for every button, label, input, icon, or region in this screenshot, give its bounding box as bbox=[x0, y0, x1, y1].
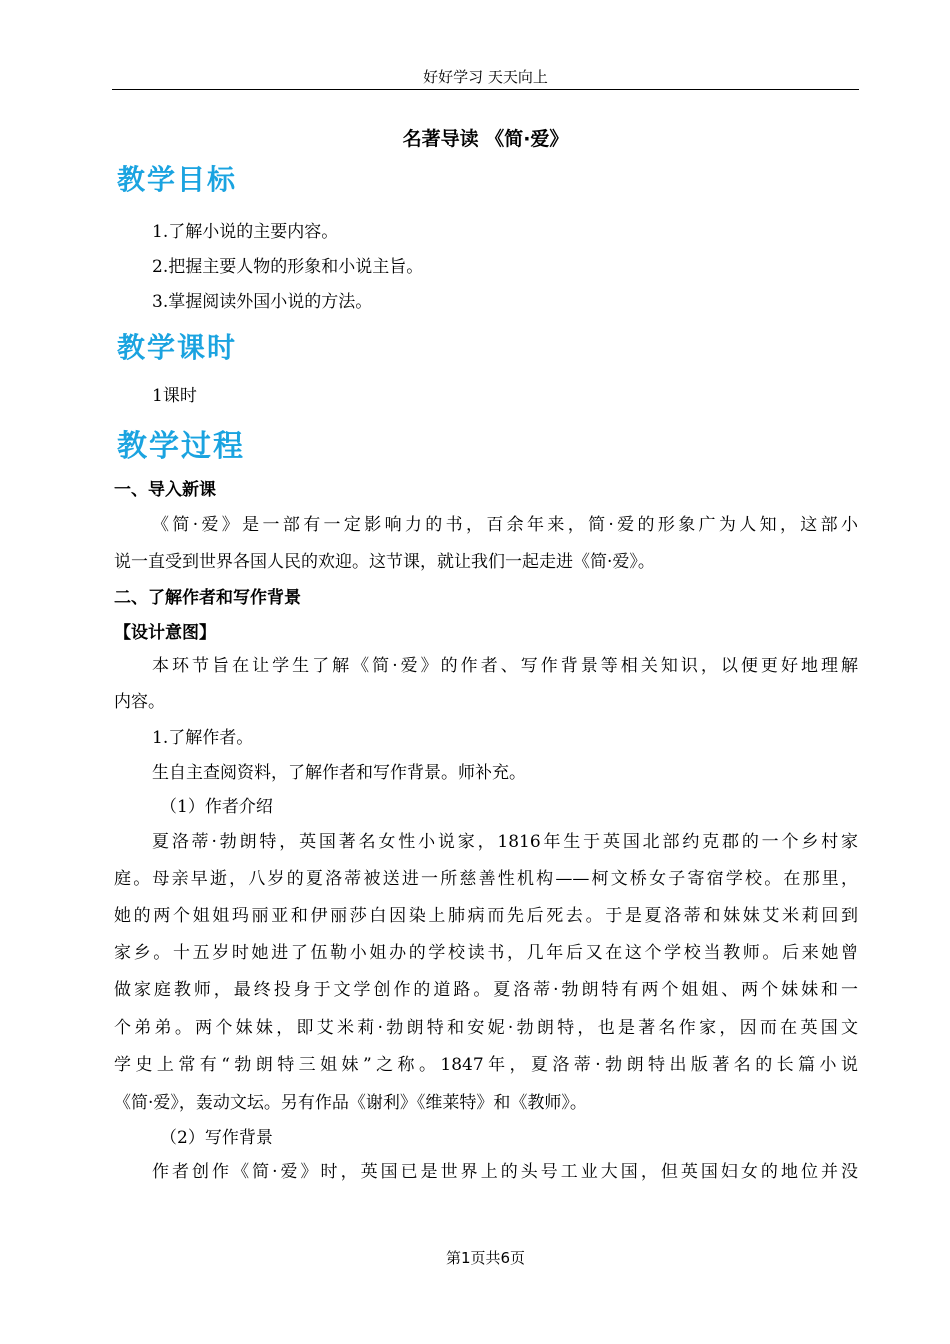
step-1-description: 生自主查阅资料，了解作者和写作背景。师补充。 bbox=[152, 763, 526, 783]
bio-line: 《简·爱》，轰动文坛。另有作品《谢利》《维莱特》和《教师》。 bbox=[114, 1093, 587, 1113]
bio-line: 个弟弟。两个妹妹，即艾米莉·勃朗特和安妮·勃朗特，也是著名作家，因而在英国文 bbox=[114, 1018, 858, 1038]
step-1-title: 1.了解作者。 bbox=[152, 728, 254, 748]
section-1-paragraph-line: 说一直受到世界各国人民的欢迎。这节课，就让我们一起走进《简·爱》。 bbox=[114, 552, 655, 572]
teaching-hours-value: 1课时 bbox=[152, 386, 197, 406]
page-header: 好好学习 天天向上 bbox=[423, 68, 548, 86]
section-1-paragraph-line: 《简·爱》是一部有一定影响力的书，百余年来，简·爱的形象广为人知，这部小 bbox=[152, 515, 858, 535]
goal-item-2: 2.把握主要人物的形象和小说主旨。 bbox=[152, 257, 424, 277]
design-intent-line: 本环节旨在让学生了解《简·爱》的作者、写作背景等相关知识，以便更好地理解 bbox=[152, 656, 858, 676]
goal-item-3: 3.掌握阅读外国小说的方法。 bbox=[152, 292, 373, 312]
design-intent-label: 【设计意图】 bbox=[114, 623, 216, 643]
document-title: 名著导读 《简·爱》 bbox=[402, 128, 569, 150]
goal-item-1: 1.了解小说的主要内容。 bbox=[152, 222, 339, 242]
background-line: 作者创作《简·爱》时，英国已是世界上的头号工业大国，但英国妇女的地位并没 bbox=[152, 1162, 858, 1182]
heading-teaching-process: 教学过程 bbox=[117, 429, 245, 464]
bio-line: 她的两个姐姐玛丽亚和伊丽莎白因染上肺病而先后死去。于是夏洛蒂和妹妹艾米莉回到 bbox=[114, 906, 858, 926]
subheading-writing-background: （2）写作背景 bbox=[160, 1128, 273, 1148]
bio-line: 做家庭教师，最终投身于文学创作的道路。夏洛蒂·勃朗特有两个姐姐、两个妹妹和一 bbox=[114, 980, 858, 1000]
bio-line: 庭。母亲早逝，八岁的夏洛蒂被送进一所慈善性机构——柯文桥女子寄宿学校。在那里， bbox=[114, 869, 858, 889]
header-divider bbox=[112, 89, 859, 90]
design-intent-line: 内容。 bbox=[114, 692, 165, 712]
heading-teaching-hours: 教学课时 bbox=[117, 331, 238, 364]
section-1-heading: 一、导入新课 bbox=[114, 480, 216, 500]
bio-line: 学史上常有“勃朗特三姐妹”之称。1847年，夏洛蒂·勃朗特出版著名的长篇小说 bbox=[114, 1055, 858, 1075]
section-2-heading: 二、了解作者和写作背景 bbox=[114, 588, 301, 608]
bio-line: 家乡。十五岁时她进了伍勒小姐办的学校读书，几年后又在这个学校当教师。后来她曾 bbox=[114, 943, 858, 963]
subheading-author-intro: （1）作者介绍 bbox=[160, 797, 273, 817]
bio-line: 夏洛蒂·勃朗特，英国著名女性小说家，1816年生于英国北部约克郡的一个乡村家 bbox=[152, 832, 858, 852]
heading-teaching-goals: 教学目标 bbox=[117, 163, 238, 196]
page-footer: 第1页共6页 bbox=[445, 1249, 526, 1267]
